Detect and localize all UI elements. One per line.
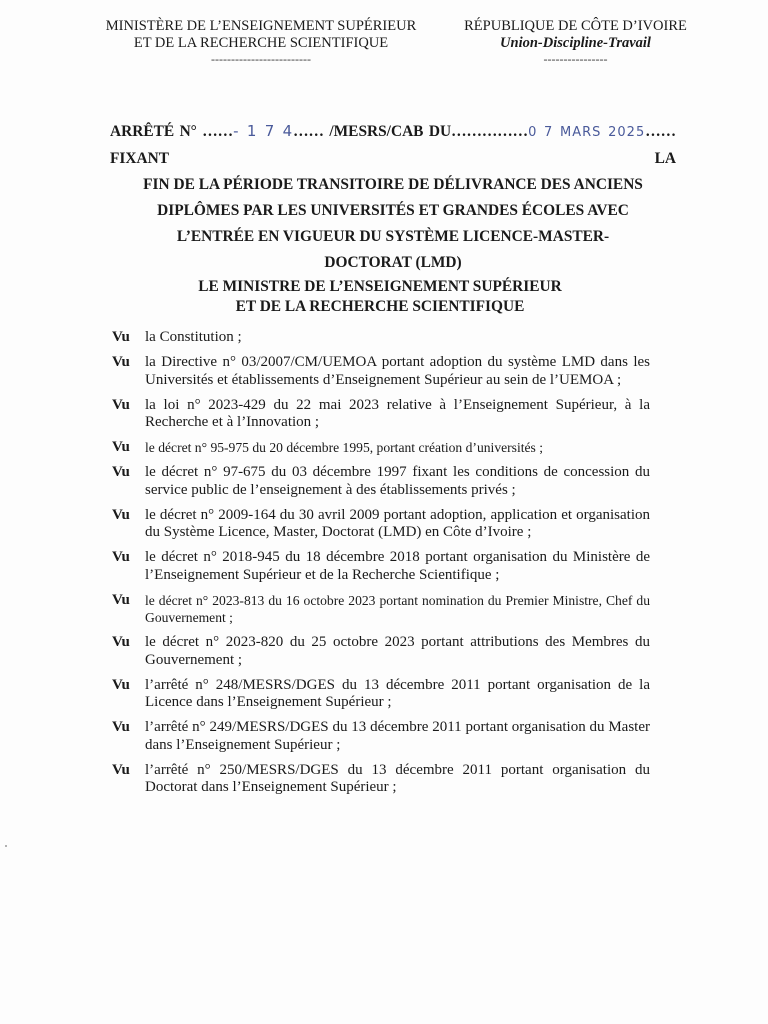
title-line-5: DOCTORAT (LMD) <box>324 254 462 271</box>
visa-item <box>112 634 650 669</box>
visa-text: la loi n° 2023-429 du 22 mai 2023 relative à l’Enseignement Supérieur, à la Recherche et à l’Innovation ; <box>145 396 650 430</box>
visa-text: la Constitution ; <box>145 329 242 345</box>
scan-speck <box>5 845 7 847</box>
visa-text: l’arrêté n° 249/MESRS/DGES du 13 décembre 2011 portant organisation du Master dans l’Enseignement Supérieur ; <box>145 719 650 753</box>
visa-text: le décret n° 2023-813 du 16 octobre 2023 portant nomination du Premier Ministre, Chef du Gouvernement ; <box>145 592 650 625</box>
ministry-line-2: ET DE LA RECHERCHE SCIENTIFIQUE <box>133 35 389 51</box>
minister-heading <box>130 277 630 317</box>
header-ministry <box>100 18 422 65</box>
visa-item <box>112 592 650 627</box>
visa-item <box>112 354 650 389</box>
dots: …… <box>202 123 234 140</box>
vu-label: Vu <box>112 506 130 523</box>
vu-label: Vu <box>112 761 130 778</box>
vu-label: Vu <box>112 439 130 455</box>
visa-text: le décret n° 97-675 du 03 décembre 1997 fixant les conditions de concession du service public de l’enseignement à des établissements privés ; <box>145 464 650 498</box>
vu-label: Vu <box>112 719 130 735</box>
title-line-2: FIN DE LA PÉRIODE TRANSITOIRE DE DÉLIVRANCE DES ANCIENS <box>143 176 643 193</box>
ministry-line-1: MINISTÈRE DE L’ENSEIGNEMENT SUPÉRIEUR <box>105 18 417 34</box>
decree-number-stamp: - 1 7 4 <box>233 122 294 140</box>
vu-label: Vu <box>112 591 130 608</box>
title-line-4: L’ENTRÉE EN VIGUEUR DU SYSTÈME LICENCE-MASTER- <box>176 228 610 245</box>
title-mid: /MESRS/CAB DU <box>329 123 452 140</box>
visa-text: l’arrêté n° 250/MESRS/DGES du 13 décembre 2011 portant organisation du Doctorat dans l’Enseignement Supérieur ; <box>145 761 650 795</box>
vu-label: Vu <box>112 634 130 650</box>
vu-label: Vu <box>112 329 130 345</box>
title-suffix: FIXANT LA <box>110 150 676 167</box>
republic-motto: Union-Discipline-Travail <box>500 35 651 51</box>
republic-separator: ---------------- <box>543 52 608 66</box>
minister-line-1: LE MINISTRE DE L’ENSEIGNEMENT SUPÉRIEUR <box>198 278 562 295</box>
visa-text: le décret n° 95-975 du 20 décembre 1995, portant création d’universités ; <box>145 440 544 455</box>
vu-label: Vu <box>112 354 130 370</box>
vu-label: Vu <box>112 396 130 413</box>
decree-date-stamp: 0 7 MARS 2025 <box>528 125 646 140</box>
visa-item <box>112 677 650 712</box>
dots: …… <box>645 123 676 140</box>
vu-label: Vu <box>112 549 130 565</box>
dots: …………… <box>451 123 529 140</box>
vu-label: Vu <box>112 676 130 693</box>
title-line-1 <box>110 118 676 172</box>
visas-list <box>112 329 650 804</box>
visa-item <box>112 549 650 584</box>
visa-text: la Directive n° 03/2007/CM/UEMOA portant adoption du système LMD dans les Universités et établissements d’Enseignement Supérieur au sein de l’UEMOA ; <box>145 354 650 388</box>
visa-item <box>112 329 650 347</box>
visa-item <box>112 507 650 542</box>
visa-item <box>112 719 650 754</box>
visa-item <box>112 439 650 457</box>
visa-item <box>112 397 650 432</box>
visa-text: l’arrêté n° 248/MESRS/DGES du 13 décembre 2011 portant organisation de la Licence dans l’Enseignement Supérieur ; <box>145 676 650 710</box>
visa-text: le décret n° 2009-164 du 30 avril 2009 portant adoption, application et organisation du Système Licence, Master, Doctorat (LMD) en Côte d’Ivoire ; <box>145 506 650 540</box>
visa-text: le décret n° 2023-820 du 25 octobre 2023 portant attributions des Membres du Gouvernement ; <box>145 634 650 668</box>
minister-line-2: ET DE LA RECHERCHE SCIENTIFIQUE <box>235 298 525 315</box>
republic-name: RÉPUBLIQUE DE CÔTE D’IVOIRE <box>464 18 687 34</box>
ministry-separator: ------------------------- <box>211 52 311 66</box>
decree-title <box>110 118 676 276</box>
title-line-3: DIPLÔMES PAR LES UNIVERSITÉS ET GRANDES ÉCOLES AVEC <box>157 202 629 219</box>
title-prefix: ARRÊTÉ N° <box>110 123 197 140</box>
visa-item <box>112 762 650 797</box>
visa-item <box>112 464 650 499</box>
header-republic <box>458 18 693 65</box>
dots: …… <box>293 123 324 140</box>
visa-text: le décret n° 2018-945 du 18 décembre 2018 portant organisation du Ministère de l’Enseignement Supérieur et de la Recherche Scientifique ; <box>145 549 650 583</box>
vu-label: Vu <box>112 464 130 480</box>
